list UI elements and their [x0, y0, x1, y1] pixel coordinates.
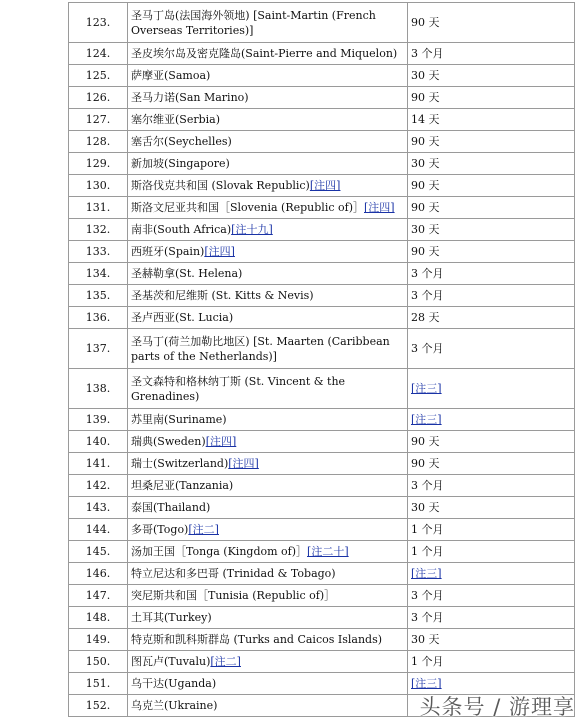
stay-duration-cell: [408, 153, 575, 175]
stay-duration: 30 天: [411, 69, 440, 82]
note-link[interactable]: [注四]: [309, 179, 341, 192]
row-number: 145.: [69, 541, 128, 563]
table-row: [69, 563, 575, 585]
table-row: [69, 369, 575, 409]
row-number: 137.: [69, 329, 128, 369]
country-name: 乌干达(Uganda): [131, 677, 217, 690]
stay-duration: 3 个月: [411, 47, 444, 60]
stay-note-link[interactable]: [注三]: [411, 382, 442, 395]
table-row: [69, 285, 575, 307]
table-row: [69, 453, 575, 475]
country-cell: [128, 153, 408, 175]
table-row: [69, 87, 575, 109]
table-row: [69, 3, 575, 43]
country-cell: [128, 673, 408, 695]
table-row: [69, 197, 575, 219]
country-cell: [128, 497, 408, 519]
row-number: 148.: [69, 607, 128, 629]
row-number: 132.: [69, 219, 128, 241]
stay-duration-cell: [408, 285, 575, 307]
stay-duration-cell: [408, 219, 575, 241]
row-number: 151.: [69, 673, 128, 695]
country-name: 瑞典(Sweden): [131, 435, 206, 448]
row-number: 139.: [69, 409, 128, 431]
stay-duration: 3 个月: [411, 342, 444, 355]
stay-duration-cell: [408, 475, 575, 497]
country-cell: [128, 263, 408, 285]
country-cell: [128, 219, 408, 241]
stay-duration: 3 个月: [411, 289, 444, 302]
stay-duration: 1 个月: [411, 655, 444, 668]
country-name: 突尼斯共和国［Tunisia (Republic of)］: [131, 589, 336, 602]
table-row: [69, 541, 575, 563]
row-number: 149.: [69, 629, 128, 651]
table-row: [69, 219, 575, 241]
country-cell: [128, 175, 408, 197]
stay-duration: 90 天: [411, 91, 440, 104]
table-row: [69, 131, 575, 153]
row-number: 125.: [69, 65, 128, 87]
country-name: 瑞士(Switzerland): [131, 457, 229, 470]
country-name: 特克斯和凯科斯群岛 (Turks and Caicos Islands): [131, 633, 383, 646]
note-link[interactable]: [注二十]: [307, 545, 349, 558]
country-name: 斯洛文尼亚共和国［Slovenia (Republic of)］: [131, 201, 364, 214]
stay-duration-cell: [408, 431, 575, 453]
stay-duration-cell: [408, 409, 575, 431]
stay-duration-cell: [408, 263, 575, 285]
table-row: [69, 629, 575, 651]
country-cell: [128, 3, 408, 43]
country-cell: [128, 241, 408, 263]
country-cell: [128, 453, 408, 475]
row-number: 133.: [69, 241, 128, 263]
row-number: 135.: [69, 285, 128, 307]
stay-duration: 30 天: [411, 157, 440, 170]
country-cell: [128, 285, 408, 307]
country-name: 坦桑尼亚(Tanzania): [131, 479, 234, 492]
row-number: 143.: [69, 497, 128, 519]
country-cell: [128, 475, 408, 497]
country-name: 苏里南(Suriname): [131, 413, 227, 426]
stay-duration-cell: [408, 369, 575, 409]
row-number: 131.: [69, 197, 128, 219]
visa-free-table: [68, 2, 575, 717]
stay-duration-cell: [408, 307, 575, 329]
country-name: 新加坡(Singapore): [131, 157, 230, 170]
country-name: 图瓦卢(Tuvalu): [131, 655, 211, 668]
country-name: 乌克兰(Ukraine): [131, 699, 218, 712]
table-row: [69, 409, 575, 431]
table-row: [69, 651, 575, 673]
country-name: 土耳其(Turkey): [131, 611, 212, 624]
table-row: [69, 263, 575, 285]
note-link[interactable]: [注四]: [204, 245, 235, 258]
country-cell: [128, 87, 408, 109]
country-cell: [128, 197, 408, 219]
country-cell: [128, 65, 408, 87]
note-link[interactable]: [注四]: [205, 435, 237, 448]
country-name: 圣基茨和尼维斯 (St. Kitts & Nevis): [131, 289, 314, 302]
stay-duration: 1 个月: [411, 523, 444, 536]
country-name: 西班牙(Spain): [131, 245, 205, 258]
stay-duration-cell: [408, 175, 575, 197]
note-link[interactable]: [注十九]: [231, 223, 273, 236]
row-number: 124.: [69, 43, 128, 65]
country-cell: [128, 131, 408, 153]
row-number: 146.: [69, 563, 128, 585]
table-row: [69, 43, 575, 65]
country-name: 圣卢西亚(St. Lucia): [131, 311, 234, 324]
stay-duration-cell: [408, 453, 575, 475]
table-row: [69, 607, 575, 629]
stay-note-link[interactable]: [注三]: [411, 413, 442, 426]
stay-duration-cell: [408, 197, 575, 219]
stay-duration: 30 天: [411, 501, 440, 514]
country-cell: [128, 541, 408, 563]
row-number: 152.: [69, 695, 128, 717]
stay-duration: 3 个月: [411, 611, 444, 624]
row-number: 129.: [69, 153, 128, 175]
stay-duration: 90 天: [411, 457, 440, 470]
note-link[interactable]: [注四]: [364, 201, 395, 214]
stay-duration-cell: [408, 109, 575, 131]
row-number: 147.: [69, 585, 128, 607]
stay-duration-cell: [408, 131, 575, 153]
table-row: [69, 153, 575, 175]
stay-duration: 90 天: [411, 135, 440, 148]
stay-duration-cell: [408, 497, 575, 519]
stay-duration: 28 天: [411, 311, 440, 324]
stay-duration-cell: [408, 87, 575, 109]
country-name: 圣赫勒拿(St. Helena): [131, 267, 243, 280]
stay-duration-cell: [408, 43, 575, 65]
country-name: 圣马力诺(San Marino): [131, 91, 249, 104]
table-row: [69, 475, 575, 497]
country-name: 塞舌尔(Seychelles): [131, 135, 232, 148]
stay-duration-cell: [408, 65, 575, 87]
country-name: 圣马丁(荷兰加勒比地区) [St. Maarten (Caribbean parts of the Netherlands)]: [131, 334, 390, 363]
country-name: 泰国(Thailand): [131, 501, 211, 514]
row-number: 134.: [69, 263, 128, 285]
country-cell: [128, 629, 408, 651]
stay-duration: 14 天: [411, 113, 440, 126]
country-name: 萨摩亚(Samoa): [131, 69, 211, 82]
row-number: 126.: [69, 87, 128, 109]
table-row: [69, 497, 575, 519]
stay-duration-cell: [408, 563, 575, 585]
row-number: 127.: [69, 109, 128, 131]
row-number: 123.: [69, 3, 128, 43]
stay-duration-cell: [408, 585, 575, 607]
table-row: [69, 241, 575, 263]
stay-note-link[interactable]: [注三]: [411, 677, 442, 690]
country-name: 圣文森特和格林纳丁斯 (St. Vincent & the Grenadines): [131, 374, 346, 403]
row-number: 128.: [69, 131, 128, 153]
row-number: 150.: [69, 651, 128, 673]
row-number: 141.: [69, 453, 128, 475]
country-name: 圣马丁岛(法国海外领地) [Saint-Martin (French Overseas Territories)]: [131, 8, 376, 37]
country-cell: [128, 109, 408, 131]
stay-duration-cell: [408, 629, 575, 651]
note-link[interactable]: [注二]: [188, 523, 219, 536]
stay-duration: 90 天: [411, 435, 440, 448]
country-cell: [128, 431, 408, 453]
table-row: [69, 175, 575, 197]
stay-duration: 90 天: [411, 245, 440, 258]
row-number: 144.: [69, 519, 128, 541]
stay-duration: 30 天: [411, 633, 440, 646]
table-row: [69, 109, 575, 131]
row-number: 130.: [69, 175, 128, 197]
row-number: 138.: [69, 369, 128, 409]
country-cell: [128, 519, 408, 541]
country-name: 塞尔维亚(Serbia): [131, 113, 221, 126]
watermark: 头条号 / 游理享: [419, 695, 575, 719]
country-cell: [128, 329, 408, 369]
stay-duration-cell: [408, 651, 575, 673]
country-name: 特立尼达和多巴哥 (Trinidad & Tobago): [131, 567, 336, 580]
country-cell: [128, 607, 408, 629]
country-name: 汤加王国［Tonga (Kingdom of)］: [131, 545, 308, 558]
table-row: [69, 519, 575, 541]
note-link[interactable]: [注四]: [228, 457, 259, 470]
country-name: 多哥(Togo): [131, 523, 189, 536]
note-link[interactable]: [注二]: [210, 655, 241, 668]
country-cell: [128, 695, 408, 717]
country-name: 圣皮埃尔岛及密克隆岛(Saint-Pierre and Miquelon): [131, 47, 398, 60]
stay-duration: 3 个月: [411, 479, 444, 492]
stay-duration-cell: [408, 3, 575, 43]
stay-duration: 30 天: [411, 223, 440, 236]
row-number: 136.: [69, 307, 128, 329]
row-number: 140.: [69, 431, 128, 453]
country-cell: [128, 585, 408, 607]
table-row: [69, 307, 575, 329]
stay-duration: 3 个月: [411, 589, 444, 602]
country-cell: [128, 651, 408, 673]
country-cell: [128, 307, 408, 329]
stay-duration: 90 天: [411, 201, 440, 214]
stay-duration-cell: [408, 607, 575, 629]
stay-duration-cell: [408, 241, 575, 263]
country-cell: [128, 409, 408, 431]
stay-note-link[interactable]: [注三]: [411, 567, 442, 580]
country-cell: [128, 563, 408, 585]
stay-duration: 90 天: [411, 179, 440, 192]
country-cell: [128, 369, 408, 409]
table-row: [69, 585, 575, 607]
table-row: [69, 329, 575, 369]
stay-duration: 90 天: [411, 16, 440, 29]
country-name: 斯洛伐克共和国 (Slovak Republic): [131, 179, 310, 192]
stay-duration-cell: [408, 329, 575, 369]
table-body: [69, 3, 575, 717]
row-number: 142.: [69, 475, 128, 497]
stay-duration: 1 个月: [411, 545, 444, 558]
stay-duration-cell: [408, 519, 575, 541]
table-row: [69, 431, 575, 453]
country-cell: [128, 43, 408, 65]
stay-duration: 3 个月: [411, 267, 444, 280]
stay-duration-cell: [408, 541, 575, 563]
table-row: [69, 65, 575, 87]
country-name: 南非(South Africa): [131, 223, 232, 236]
